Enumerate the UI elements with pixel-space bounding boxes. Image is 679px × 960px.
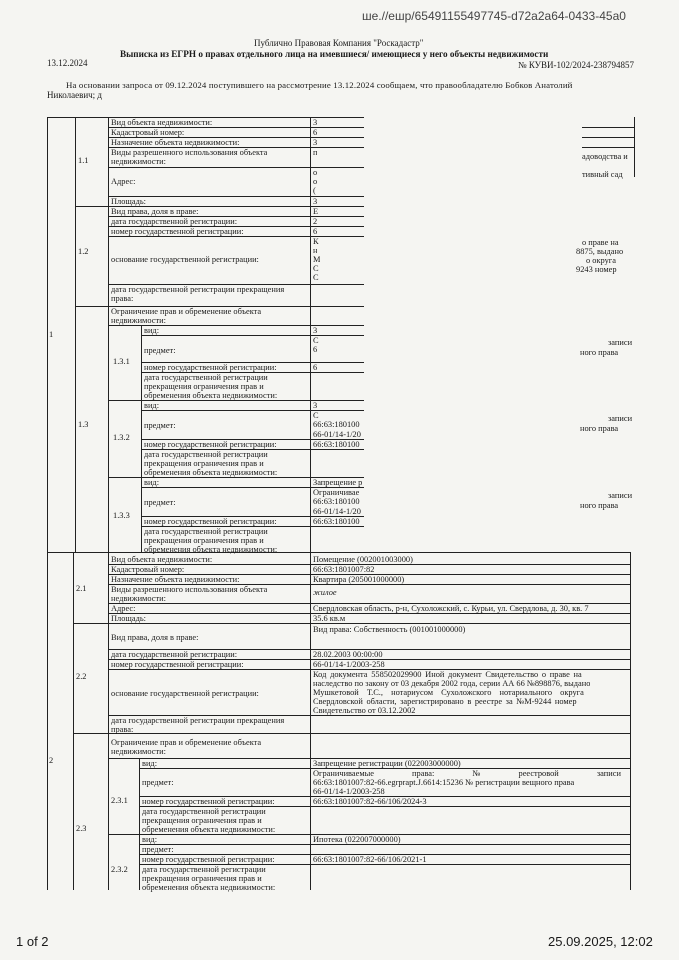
- permitted-use-label-s2: Виды разрешенного использования объекта: [111, 585, 268, 594]
- object-type-value: Помещение (002001003000): [313, 555, 413, 564]
- value-fragment: 66:63:180100: [313, 517, 360, 526]
- value-fragment: 6: [313, 363, 318, 372]
- right-fragment: 8875, выдано: [576, 247, 624, 256]
- value-fragment: 66:63:180100: [313, 440, 360, 449]
- area-label: Площадь:: [111, 197, 146, 206]
- permitted-use-label: Виды разрешенного использования объекта: [111, 148, 268, 157]
- encumbrance-end-label-s2-2a: дата государственной регистрации: [142, 865, 266, 874]
- print-datetime: 25.09.2025, 12:02: [548, 934, 653, 949]
- organization-name: Публично Правовая Компания "Роскадастр": [254, 38, 424, 48]
- kind-label-s2-2: вид:: [142, 835, 158, 844]
- registration-date-label-2: дата государственной регистрации:: [111, 650, 238, 659]
- encumbrance-end-label-3c: обременения объекта недвижимости:: [144, 545, 278, 554]
- value-fragment: М: [313, 255, 321, 264]
- value-fragment: 6: [313, 227, 318, 236]
- encumbrance-end-label-3a: дата государственной регистрации: [144, 527, 268, 536]
- value-fragment: 66:63:180100: [313, 420, 360, 429]
- basis-line: Свердловской области, зарегистрировано в реестре за №М-9244 номер: [313, 697, 577, 706]
- termination-date-label-s2: дата государственной регистрации прекращения: [111, 716, 285, 725]
- encumbrance-1-subject-line: 66:63:1801007:82-66.egrprapt.J.6614:15236 № регистрации вещного права: [313, 778, 575, 787]
- document-date: 13.12.2024: [47, 58, 88, 68]
- kind-label-2: вид:: [144, 401, 160, 410]
- termination-date-label-2: права:: [111, 294, 134, 303]
- section-1-number: 1: [49, 330, 54, 339]
- address-label-2: Адрес:: [111, 604, 136, 613]
- intro-line-1: На основании запроса от 09.12.2024 поступившего на рассмотрение 13.12.2024 сообщаем, что правообладателю Бобков Анатолий: [66, 80, 573, 90]
- permitted-use-label-s2b: недвижимости:: [111, 594, 166, 603]
- document-number: № КУВИ-102/2024-238794857: [518, 60, 635, 70]
- kind-label-3: вид:: [144, 478, 160, 487]
- encumbrance-2-regno: 66:63:1801007:82-66/106/2021-1: [313, 855, 427, 864]
- value-fragment: 3: [313, 118, 318, 127]
- encumbrance-2-kind: Ипотека (022007000000): [313, 835, 401, 844]
- termination-date-label-s2b: права:: [111, 725, 134, 734]
- right-type-value: Вид права: Собственность (001001000000): [313, 625, 466, 634]
- encumbrance-end-label-1a: дата государственной регистрации: [144, 373, 268, 382]
- basis-line: Мушкетовой Т.С., нотариусом Сухоложского нотариального округа: [313, 688, 584, 697]
- value-fragment: (: [313, 186, 316, 195]
- encumbrance-end-label-s2-1c: обременения объекта недвижимости:: [142, 825, 276, 834]
- encumbrance-label-s2b: недвижимости:: [111, 747, 166, 756]
- value-fragment: С: [313, 336, 319, 345]
- encumbrance-end-label-2a: дата государственной регистрации: [144, 450, 268, 459]
- registration-number-label: номер государственной регистрации:: [111, 227, 244, 236]
- page-indicator: 1 of 2: [16, 934, 49, 949]
- document-title: Выписка из ЕГРН о правах отдельного лица на имевшиеся/ имеющиеся у него объекты недвижимости: [120, 49, 549, 59]
- address-label: Адрес:: [111, 177, 136, 186]
- encumbrance-regno-label-s2-2: номер государственной регистрации:: [142, 855, 275, 864]
- area-value: 35.6 кв.м: [313, 614, 346, 623]
- value-fragment: 3: [313, 401, 318, 410]
- encumbrance-end-label-1c: обременения объекта недвижимости:: [144, 391, 278, 400]
- right-fragment: ного права: [580, 348, 619, 357]
- subject-label-2: предмет:: [144, 421, 176, 430]
- right-fragment: записи: [608, 338, 633, 347]
- right-fragment: о праве на: [582, 238, 619, 247]
- right-fragment: записи: [608, 491, 633, 500]
- right-fragment: ного права: [580, 424, 619, 433]
- right-fragment: о округа: [586, 256, 616, 265]
- value-fragment: С: [313, 264, 319, 273]
- value-fragment: 6: [313, 345, 318, 354]
- cadastral-number-label: Кадастровый номер:: [111, 128, 185, 137]
- encumbrance-end-label-s2-2b: прекращения ограничения прав и: [142, 874, 262, 883]
- row-2-1-number: 2.1: [76, 584, 87, 593]
- basis-line: Свидетельство от 03.12.2002: [313, 706, 416, 715]
- right-fragment: 9243 номер: [576, 265, 617, 274]
- right-type-label-2: Вид права, доля в праве:: [111, 633, 199, 642]
- encumbrance-end-label-3b: прекращения ограничения прав и: [144, 536, 264, 545]
- permitted-use-label-2: недвижимости:: [111, 157, 166, 166]
- right-fragment: тивный сад: [582, 170, 623, 179]
- intro-line-2: Николаевич; д: [47, 90, 103, 100]
- registration-basis-label: основание государственной регистрации:: [111, 255, 259, 264]
- basis-line: наследство по закону от 03 декабря 2002 года, серии АА 66 №898876, выдано: [313, 679, 591, 688]
- encumbrance-1-subject-line: 66-01/14-1/2003-258: [313, 787, 385, 796]
- value-fragment: Е: [313, 207, 319, 216]
- row-1-3-1-number: 1.3.1: [113, 357, 130, 366]
- encumbrance-end-label-s2-2c: обременения объекта недвижимости:: [142, 883, 276, 892]
- registration-date-label: дата государственной регистрации:: [111, 217, 238, 226]
- row-1-3-3-number: 1.3.3: [113, 511, 130, 520]
- subject-label-s2-1: предмет:: [142, 778, 174, 787]
- subject-label-3: предмет:: [144, 498, 176, 507]
- encumbrance-1-kind: Запрещение регистрации (022003000000): [313, 759, 461, 768]
- encumbrance-label: Ограничение прав и обременение объекта: [111, 307, 262, 316]
- section-2-table: [47, 552, 630, 890]
- value-fragment: п: [313, 148, 318, 157]
- termination-date-label: дата государственной регистрации прекращения: [111, 285, 285, 294]
- kind-label-1: вид:: [144, 326, 160, 335]
- registration-number-value: 66-01/14-1/2003-258: [313, 660, 385, 669]
- encumbrance-regno-label-3: номер государственной регистрации:: [144, 517, 277, 526]
- row-1-3-number: 1.3: [78, 420, 89, 429]
- purpose-value: Квартира (205001000000): [313, 575, 405, 584]
- registration-basis-label-2: основание государственной регистрации:: [111, 689, 259, 698]
- registration-date-value: 28.02.2003 00:00:00: [313, 650, 383, 659]
- subject-label-1: предмет:: [144, 346, 176, 355]
- value-fragment: 3: [313, 197, 318, 206]
- value-fragment: о: [313, 168, 318, 177]
- value-fragment: н: [313, 246, 318, 255]
- encumbrance-regno-label-2: номер государственной регистрации:: [144, 440, 277, 449]
- cadastral-number-value: 66:63:1801007:82: [313, 565, 375, 574]
- row-2-3-2-number: 2.3.2: [111, 865, 128, 874]
- permitted-use-value: жилое: [313, 588, 337, 597]
- encumbrance-end-label-s2-1a: дата государственной регистрации: [142, 807, 266, 816]
- row-2-3-number: 2.3: [76, 824, 87, 833]
- encumbrance-end-label-s2-1b: прекращения ограничения прав и: [142, 816, 262, 825]
- value-fragment: 3: [313, 138, 318, 147]
- right-type-label: Вид права, доля в праве:: [111, 207, 199, 216]
- value-fragment: 66-01/14-1/20: [313, 507, 361, 516]
- right-fragment: ного права: [580, 501, 619, 510]
- right-fragment: адоводства и: [582, 152, 628, 161]
- section-1-table: [47, 117, 364, 552]
- area-label-2: Площадь:: [111, 614, 146, 623]
- value-fragment: 66:63:180100: [313, 497, 360, 506]
- value-fragment: 6: [313, 128, 318, 137]
- encumbrance-end-label-1b: прекращения ограничения прав и: [144, 382, 264, 391]
- kind-label-s2-1: вид:: [142, 759, 158, 768]
- value-fragment: 3: [313, 326, 318, 335]
- row-2-2-number: 2.2: [76, 672, 87, 681]
- address-value: Свердловская область, р-н, Сухоложский, с. Курьи, ул. Свердлова, д. 30, кв. 7: [313, 604, 589, 613]
- document-url-fragment: ше.//ешр/65491155497745-d72a2a64-0433-45a0: [362, 9, 626, 23]
- subject-label-s2-2: предмет:: [142, 845, 174, 854]
- value-fragment: Ограничивае: [313, 488, 360, 497]
- cadastral-number-label-2: Кадастровый номер:: [111, 565, 185, 574]
- object-type-label: Вид объекта недвижимости:: [111, 118, 213, 127]
- encumbrance-regno-label-s2-1: номер государственной регистрации:: [142, 797, 275, 806]
- right-fragment: записи: [608, 414, 633, 423]
- value-fragment: 2: [313, 217, 318, 226]
- value-fragment: 66-01/14-1/20: [313, 430, 361, 439]
- encumbrance-label-s2: Ограничение прав и обременение объекта: [111, 738, 262, 747]
- value-fragment: о: [313, 177, 318, 186]
- purpose-label-2: Назначение объекта недвижимости:: [111, 575, 240, 584]
- encumbrance-label-2: недвижимости:: [111, 316, 166, 325]
- value-fragment: С: [313, 273, 319, 282]
- encumbrance-1-regno: 66:63:1801007:82-66/106/2024-3: [313, 797, 427, 806]
- encumbrance-1-subject-line: Ограничиваемые права: № реестровой записи: [313, 769, 621, 778]
- basis-line: Код документа 558502029900 Иной документ Свидетельство о праве на: [313, 670, 582, 679]
- object-type-label-2: Вид объекта недвижимости:: [111, 555, 213, 564]
- value-fragment: Запрещение р: [313, 478, 363, 487]
- row-1-1-number: 1.1: [78, 156, 89, 165]
- encumbrance-end-label-2b: прекращения ограничения прав и: [144, 459, 264, 468]
- right-edge-fragments: [568, 117, 638, 517]
- row-1-3-2-number: 1.3.2: [113, 433, 130, 442]
- value-fragment: К: [313, 237, 319, 246]
- row-1-2-number: 1.2: [78, 247, 89, 256]
- row-2-3-1-number: 2.3.1: [111, 796, 128, 805]
- section-2-number: 2: [49, 756, 54, 765]
- encumbrance-end-label-2c: обременения объекта недвижимости:: [144, 468, 278, 477]
- purpose-label: Назначение объекта недвижимости:: [111, 138, 240, 147]
- value-fragment: С: [313, 411, 319, 420]
- encumbrance-regno-label-1: номер государственной регистрации:: [144, 363, 277, 372]
- registration-number-label-2: номер государственной регистрации:: [111, 660, 244, 669]
